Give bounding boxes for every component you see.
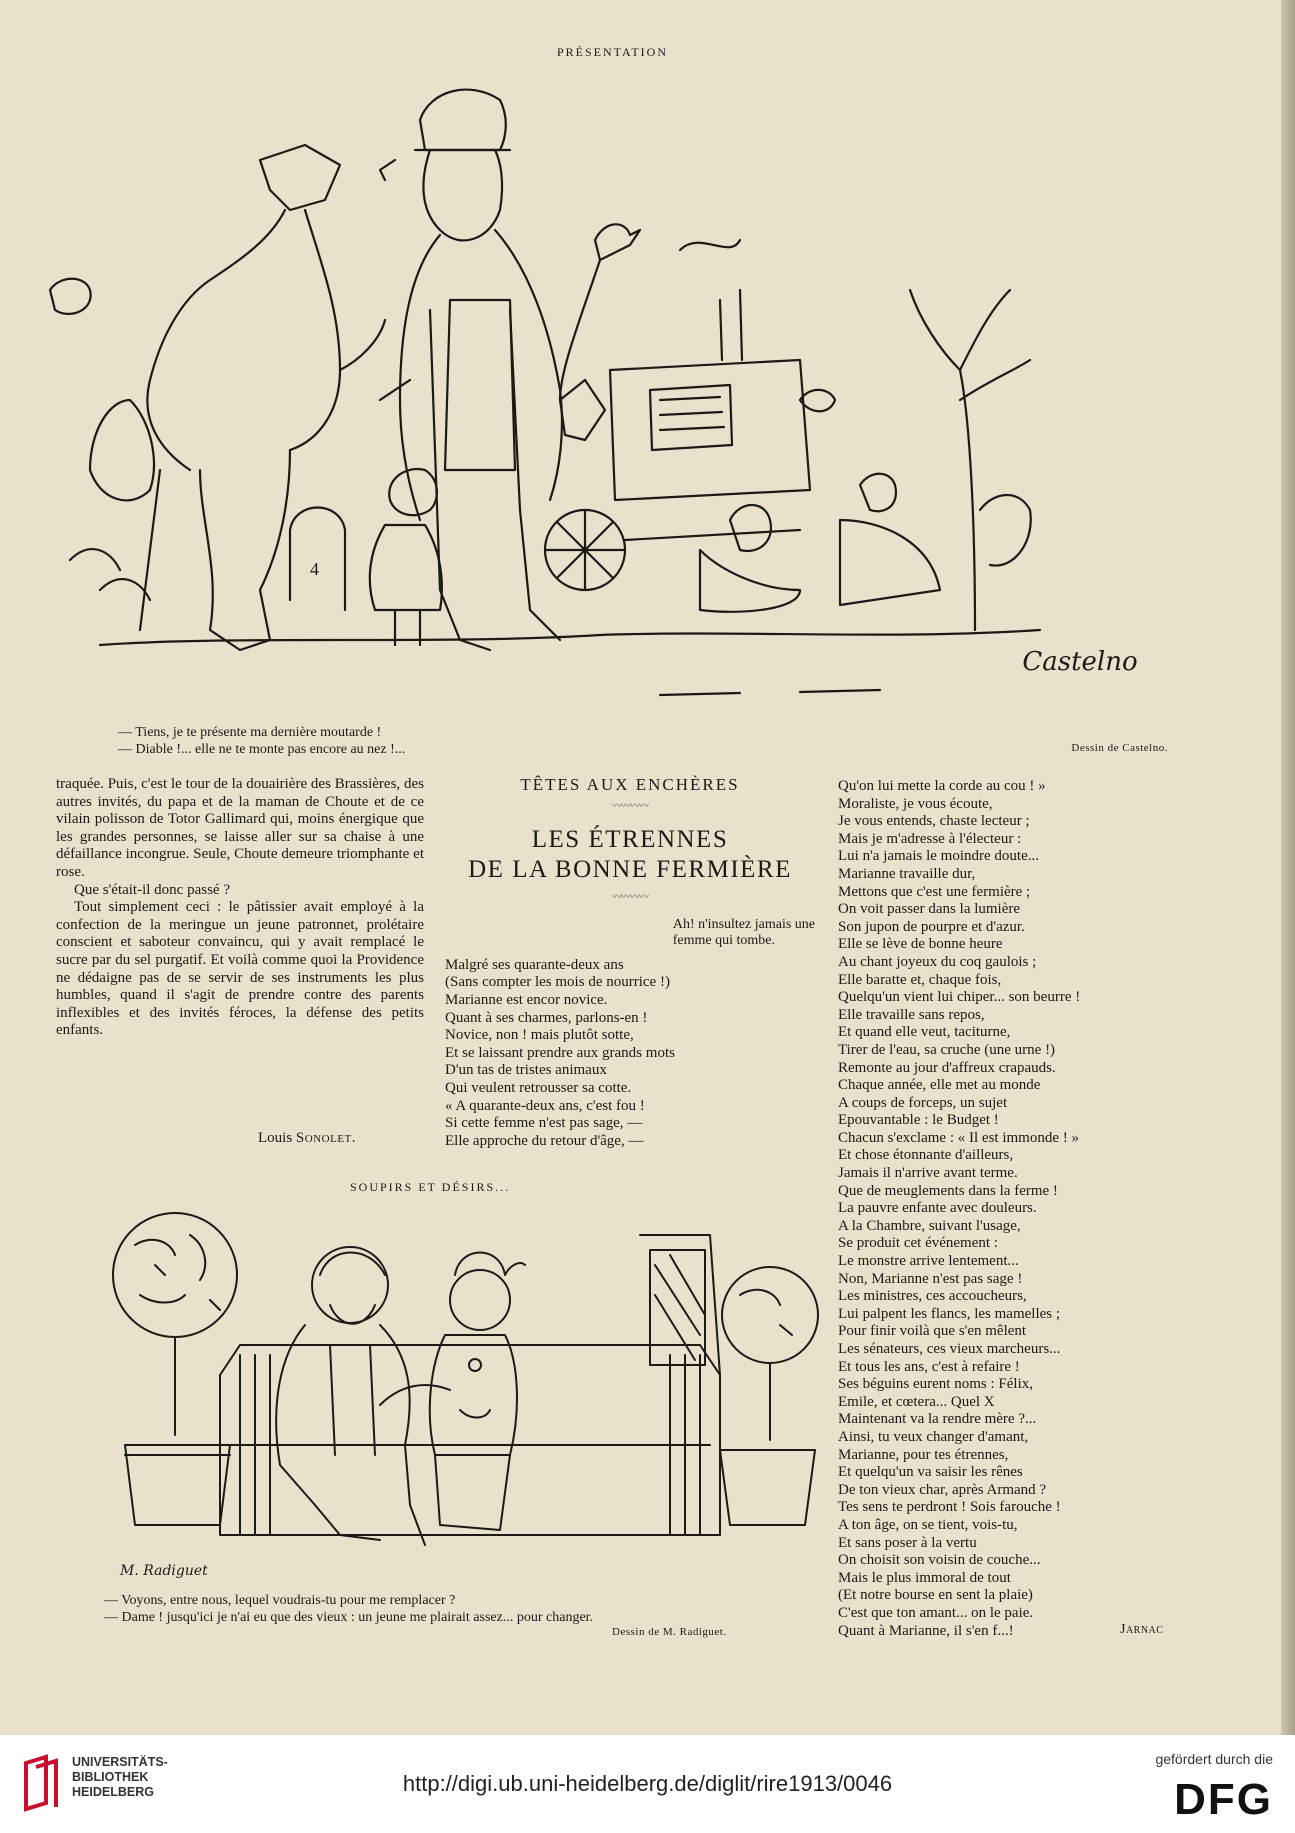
top-illustration xyxy=(40,70,1180,710)
right-verse: Et sans poser à la vertu xyxy=(838,1534,977,1551)
right-verse: Emile, et cœtera... Quel X xyxy=(838,1393,995,1410)
right-verse: La pauvre enfante avec douleurs. xyxy=(838,1200,1037,1217)
left-paragraph-1: traquée. Puis, c'est le tour de la douairière des Brassières, des autres invités, du papa et de la maman de Choute et de ce vilain polisson de Totor Gallimard qui, moins énergique que les grandes personnes, se laisse aller sur sa chaise à une défaillance incongrue. Seule, Choute demeure triomphante et rose. xyxy=(56,776,424,880)
right-verse: Tes sens te perdront ! Sois farouche ! xyxy=(838,1499,1061,1516)
right-verse: (Et notre bourse en sent la plaie) xyxy=(838,1587,1033,1604)
right-verse: Son jupon de pourpre et d'azur. xyxy=(838,918,1025,935)
right-verse: A la Chambre, suivant l'usage, xyxy=(838,1217,1021,1234)
right-verse: Tirer de l'eau, sa cruche (une urne !) xyxy=(838,1041,1056,1058)
right-verse: Lui n'a jamais le moindre doute... xyxy=(838,848,1039,865)
right-verse: C'est que ton amant... on le paie. xyxy=(838,1604,1034,1621)
right-verse: Et quand elle veut, taciturne, xyxy=(838,1024,1011,1041)
right-verse: Et quelqu'un va saisir les rênes xyxy=(838,1464,1023,1481)
right-verse: Se produit cet événement : xyxy=(838,1235,998,1252)
right-verse: Non, Marianne n'est pas sage ! xyxy=(838,1270,1023,1287)
right-verse: Et chose étonnante d'ailleurs, xyxy=(838,1147,1014,1164)
right-verse: A ton âge, on se tient, vois-tu, xyxy=(838,1516,1018,1533)
dfg-logo: DFG xyxy=(1174,1775,1273,1824)
right-verse: Ses béguins eurent noms : Félix, xyxy=(838,1376,1033,1393)
digitization-footer xyxy=(0,1735,1295,1833)
right-verse: Les sénateurs, ces vieux marcheurs... xyxy=(838,1341,1061,1357)
left-column xyxy=(56,776,424,1040)
library-name-line-2: BIBLIOTHEK xyxy=(72,1770,149,1784)
right-column xyxy=(838,778,1198,1640)
right-verse: Elle travaille sans repos, xyxy=(838,1006,985,1023)
right-verse: Je vous entends, chaste lecteur ; xyxy=(838,813,1030,830)
bottom-illustration-credit: Dessin de M. Radiguet. xyxy=(612,1626,727,1638)
center-verse: Et se laissant prendre aux grands mots xyxy=(445,1044,675,1061)
left-paragraph-3: Tout simplement ceci : le pâtissier avait employé à la confection de la meringue un jeune patronnet, prolétaire conscient et saboteur convaincu, qui y avait remplacé le sucre par du sel purgatif. Et voilà comme quoi la Providence ne dédaigne pas de se servir de ses instruments les plus humbles, quand il s'agit de prendre contre des parents inflexibles et des invités féroces, la défense des petits enfants. xyxy=(56,899,424,1039)
right-verse: A coups de forceps, un sujet xyxy=(838,1094,1008,1111)
right-verse: Elle baratte et, chaque fois, xyxy=(838,971,1002,988)
right-verse: Mais je m'adresse à l'électeur : xyxy=(838,830,1022,847)
center-verse: D'un tas de tristes animaux xyxy=(445,1062,607,1079)
top-caption-line-1: — Tiens, je te présente ma dernière moutarde ! xyxy=(118,725,382,740)
right-verse: Chaque année, elle met au monde xyxy=(838,1077,1041,1094)
right-verse: Maintenant va la rendre mère ?... xyxy=(838,1411,1037,1428)
epigraph-line-1: Ah! n'insultez jamais une xyxy=(672,916,815,932)
signature-first-name: Louis xyxy=(258,1130,293,1146)
right-verse: On voit passer dans la lumière xyxy=(838,901,1021,918)
library-name-line-1: UNIVERSITÄTS- xyxy=(72,1755,168,1769)
center-verse: Si cette femme n'est pas sage, — xyxy=(445,1115,643,1132)
right-verse: Jamais il n'arrive avant terme. xyxy=(838,1165,1018,1182)
center-column xyxy=(445,776,815,1150)
center-verse: Marianne est encor novice. xyxy=(445,991,608,1008)
left-paragraph-2: Que s'était-il donc passé ? xyxy=(74,881,230,898)
center-verse: (Sans compter les mois de nourrice !) xyxy=(445,974,670,991)
center-verse: Elle approche du retour d'âge, — xyxy=(445,1132,644,1149)
center-verse: Quant à ses charmes, parlons-en ! xyxy=(445,1009,648,1026)
library-name-line-3: HEIDELBERG xyxy=(72,1785,154,1799)
permalink-url[interactable]: http://digi.ub.uni-heidelberg.de/diglit/rire1913/0046 xyxy=(402,1771,893,1796)
bottom-illustration-title: SOUPIRS ET DÉSIRS... xyxy=(350,1180,511,1194)
running-head: PRÉSENTATION xyxy=(556,45,669,59)
top-illustration-credit: Dessin de Castelno. xyxy=(1071,742,1168,754)
right-verse: Au chant joyeux du coq gaulois ; xyxy=(838,953,1037,970)
right-verse: Qu'on lui mette la corde au cou ! » xyxy=(838,778,1046,794)
ornament-divider-2: 〰〰〰〰 xyxy=(612,892,648,904)
right-verse: Les ministres, ces accoucheurs, xyxy=(838,1288,1027,1305)
right-verse: Ainsi, tu veux changer d'amant, xyxy=(838,1428,1029,1445)
right-column-signature: Jarnac xyxy=(1120,1622,1164,1637)
right-verse: Chacun s'exclame : « Il est immonde ! » xyxy=(838,1129,1079,1146)
artist-signature-castelno: Castelno xyxy=(1022,647,1138,677)
left-column-signature xyxy=(258,1130,356,1147)
bottom-caption-line-1: — Voyons, entre nous, lequel voudrais-tu pour me remplacer ? xyxy=(104,1593,456,1608)
center-verse: « A quarante-deux ans, c'est fou ! xyxy=(445,1097,645,1114)
signature-last-name: Sonolet. xyxy=(295,1130,357,1146)
center-verse: Qui veulent retrousser sa cotte. xyxy=(445,1079,632,1096)
section-label: TÊTES AUX ENCHÈRES xyxy=(520,775,740,794)
right-verse: On choisit son voisin de couche... xyxy=(838,1552,1041,1569)
right-verse: Que de meuglements dans la ferme ! xyxy=(838,1182,1058,1199)
right-verse: Moraliste, je vous écoute, xyxy=(838,795,993,812)
right-verse: Epouvantable : le Budget ! xyxy=(838,1112,999,1129)
right-verse: Marianne travaille dur, xyxy=(838,865,976,882)
right-verse: Le monstre arrive lentement... xyxy=(838,1253,1019,1270)
right-verse: Marianne, pour tes étrennes, xyxy=(838,1446,1009,1463)
center-verse: Novice, non ! mais plutôt sotte, xyxy=(445,1027,634,1044)
poem-title-line-2: DE LA BONNE FERMIÈRE xyxy=(468,856,792,884)
page-edge-shadow xyxy=(1281,0,1295,1735)
poem-title-line-1: LES ÉTRENNES xyxy=(531,826,729,854)
right-verse: Lui palpent les flancs, les mamelles ; xyxy=(838,1305,1061,1322)
right-verse: Mais le plus immoral de tout xyxy=(838,1569,1011,1586)
right-verse: Mettons que c'est une fermière ; xyxy=(838,883,1031,900)
right-verse: Et tous les ans, c'est à refaire ! xyxy=(838,1358,1020,1375)
right-verse: Elle se lève de bonne heure xyxy=(838,936,1003,953)
epigraph-line-2: femme qui tombe. xyxy=(672,932,775,948)
ornament-divider: 〰〰〰〰 xyxy=(612,800,648,812)
right-verse: Quelqu'un vient lui chiper... son beurre ! xyxy=(838,989,1081,1006)
funded-by-label: gefördert durch die xyxy=(1155,1751,1273,1767)
right-verse: De ton vieux char, après Armand ? xyxy=(838,1481,1047,1498)
bottom-caption-line-2: — Dame ! jusqu'ici je n'ai eu que des vieux : un jeune me plairait assez... pour changer. xyxy=(104,1610,594,1625)
artist-signature-radiguet: M. Radiguet xyxy=(120,1563,208,1579)
bottom-illustration xyxy=(80,1205,820,1595)
right-verse: Quant à Marianne, il s'en f...! xyxy=(838,1622,1014,1639)
right-verse: Pour finir voilà que s'en mêlent xyxy=(838,1323,1027,1340)
svg-text:4: 4 xyxy=(310,559,319,579)
right-verse: Remonte au jour d'affreux crapauds. xyxy=(838,1059,1056,1076)
center-verse: Malgré ses quarante-deux ans xyxy=(445,956,624,973)
top-caption-line-2: — Diable !... elle ne te monte pas encore au nez !... xyxy=(118,742,406,757)
